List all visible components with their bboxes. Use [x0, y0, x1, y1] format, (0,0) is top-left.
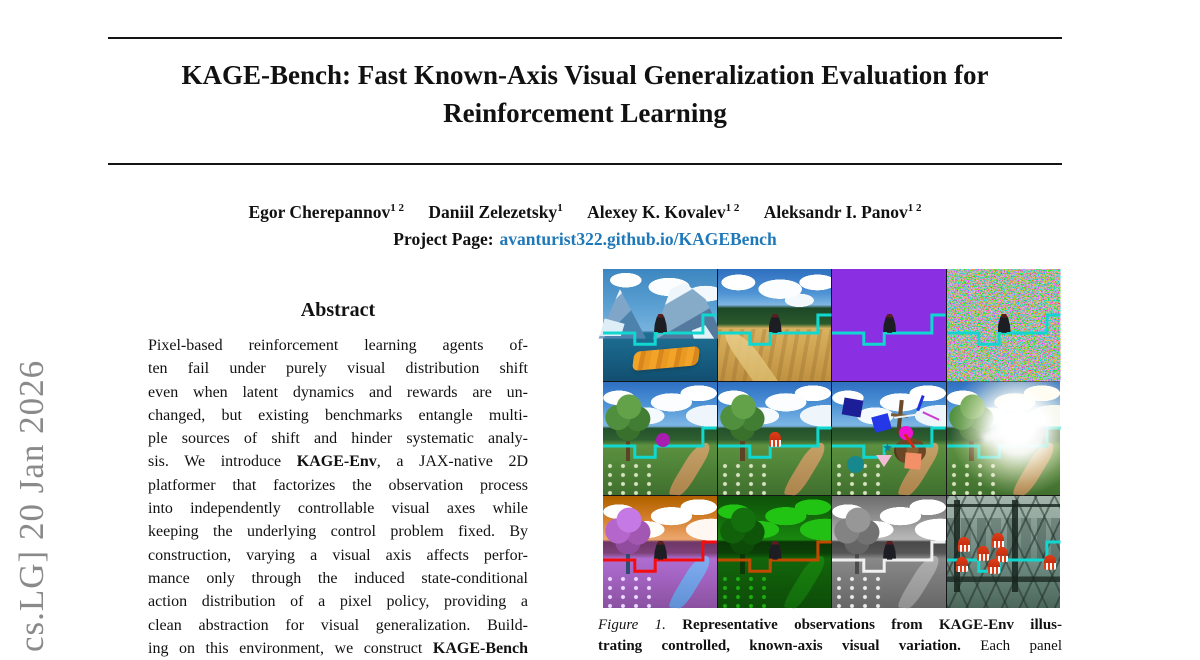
- panel-random-noise-background: [947, 269, 1061, 381]
- author-4-affiliations: 1 2: [907, 202, 922, 215]
- red-agent-sprite: [977, 546, 989, 561]
- red-agent-sprite: [992, 533, 1004, 548]
- abstract-body: [148, 334, 528, 660]
- abs-line: ing on this environment, we construct KAGE-Bench: [148, 639, 528, 657]
- abs-line: even when latent dynamics and rewards are un-: [148, 383, 528, 401]
- abs-line: ple sources of shift and hinder systematic analy-: [148, 430, 528, 448]
- cap-line: Figure 1. Representative observations from KAGE-Env illus-: [598, 617, 1062, 633]
- figure-column: [598, 269, 1062, 657]
- abs-line: changed, but existing benchmarks entangle multi-: [148, 406, 528, 424]
- abs-line: action distribution of a pixel policy, providing a: [148, 593, 528, 611]
- panel-meadow-circle-agent: [603, 382, 717, 494]
- abs-line: construction, varying a visual axis affects perfor-: [148, 546, 528, 564]
- author-line: [88, 202, 1082, 223]
- author-1-name: Egor Cherepannov: [248, 202, 391, 222]
- abs-line: clean abstraction for visual generalization. Build-: [148, 616, 528, 634]
- panel-flat-purple-background: [832, 269, 946, 381]
- paper-title: KAGE-Bench: Fast Known-Axis Visual Generalization Evaluation for Reinforcement Learning: [181, 60, 989, 128]
- panel-meadow-green-filter: [718, 496, 832, 608]
- red-agent-sprite: [769, 432, 781, 447]
- panel-meadow-hue-shifted: [603, 496, 717, 608]
- title-rule: [108, 163, 1062, 165]
- panel-arctic-background: [603, 269, 717, 381]
- abs-line: platformer that factorizes the observation process: [148, 476, 528, 494]
- panel-meadow-distractor-shapes: [832, 382, 946, 494]
- abstract-column: [108, 298, 568, 660]
- project-page-label: Project Page:: [393, 229, 494, 249]
- abs-line: into independently controllable visual axes while: [148, 500, 528, 518]
- author-3-name: Alexey K. Kovalev: [587, 202, 726, 222]
- abs-line: Pixel-based reinforcement learning agents of-: [148, 337, 528, 354]
- author-3-affiliations: 1 2: [725, 202, 740, 215]
- red-agent-sprite: [988, 559, 1000, 574]
- panel-meadow-red-agent: [718, 382, 832, 494]
- abs-line: sis. We introduce KAGE-Env, a JAX-native 2D: [148, 453, 528, 471]
- author-2: [428, 202, 562, 222]
- abs-line: keeping the underlying control problem fixed. By: [148, 523, 528, 541]
- author-4: [764, 202, 922, 222]
- author-2-affiliations: 1: [557, 202, 563, 215]
- project-page-line: [108, 229, 1062, 250]
- red-agent-sprite: [958, 537, 970, 552]
- salmon-square-distractor: [904, 452, 921, 469]
- abstract-heading: Abstract: [300, 299, 376, 321]
- arxiv-stamp: cs.LG] 20 Jan 2026: [12, 359, 51, 652]
- panel-city-bridge-multi-agent: [947, 496, 1061, 608]
- abs-line: ten fail under purely visual distribution shift: [148, 360, 528, 378]
- panel-meadow-grayscale: [832, 496, 946, 608]
- red-agent-sprite: [956, 557, 968, 572]
- cap-line: trating controlled, known-axis visual variation. Each panel: [598, 638, 1062, 654]
- panel-wheat-field-background: [718, 269, 832, 381]
- author-3: [587, 202, 739, 222]
- project-page-link[interactable]: avanturist322.github.io/KAGEBench: [499, 229, 777, 249]
- panel-meadow-lens-flare: [947, 382, 1061, 494]
- lens-flare: [947, 382, 1061, 494]
- figure-1-caption: [598, 615, 1062, 657]
- figure-1-image: [603, 269, 1060, 608]
- abs-line: mance only through the induced state-conditional: [148, 569, 528, 587]
- navy-square-distractor: [842, 398, 864, 418]
- author-2-name: Daniil Zelezetsky: [428, 202, 558, 222]
- red-agent-sprite: [1044, 555, 1056, 570]
- author-1-affiliations: 1 2: [390, 202, 404, 215]
- pink-triangle-distractor: [876, 455, 892, 467]
- author-1: [248, 202, 404, 222]
- top-rule: [108, 37, 1062, 39]
- author-4-name: Aleksandr I. Panov: [763, 202, 908, 222]
